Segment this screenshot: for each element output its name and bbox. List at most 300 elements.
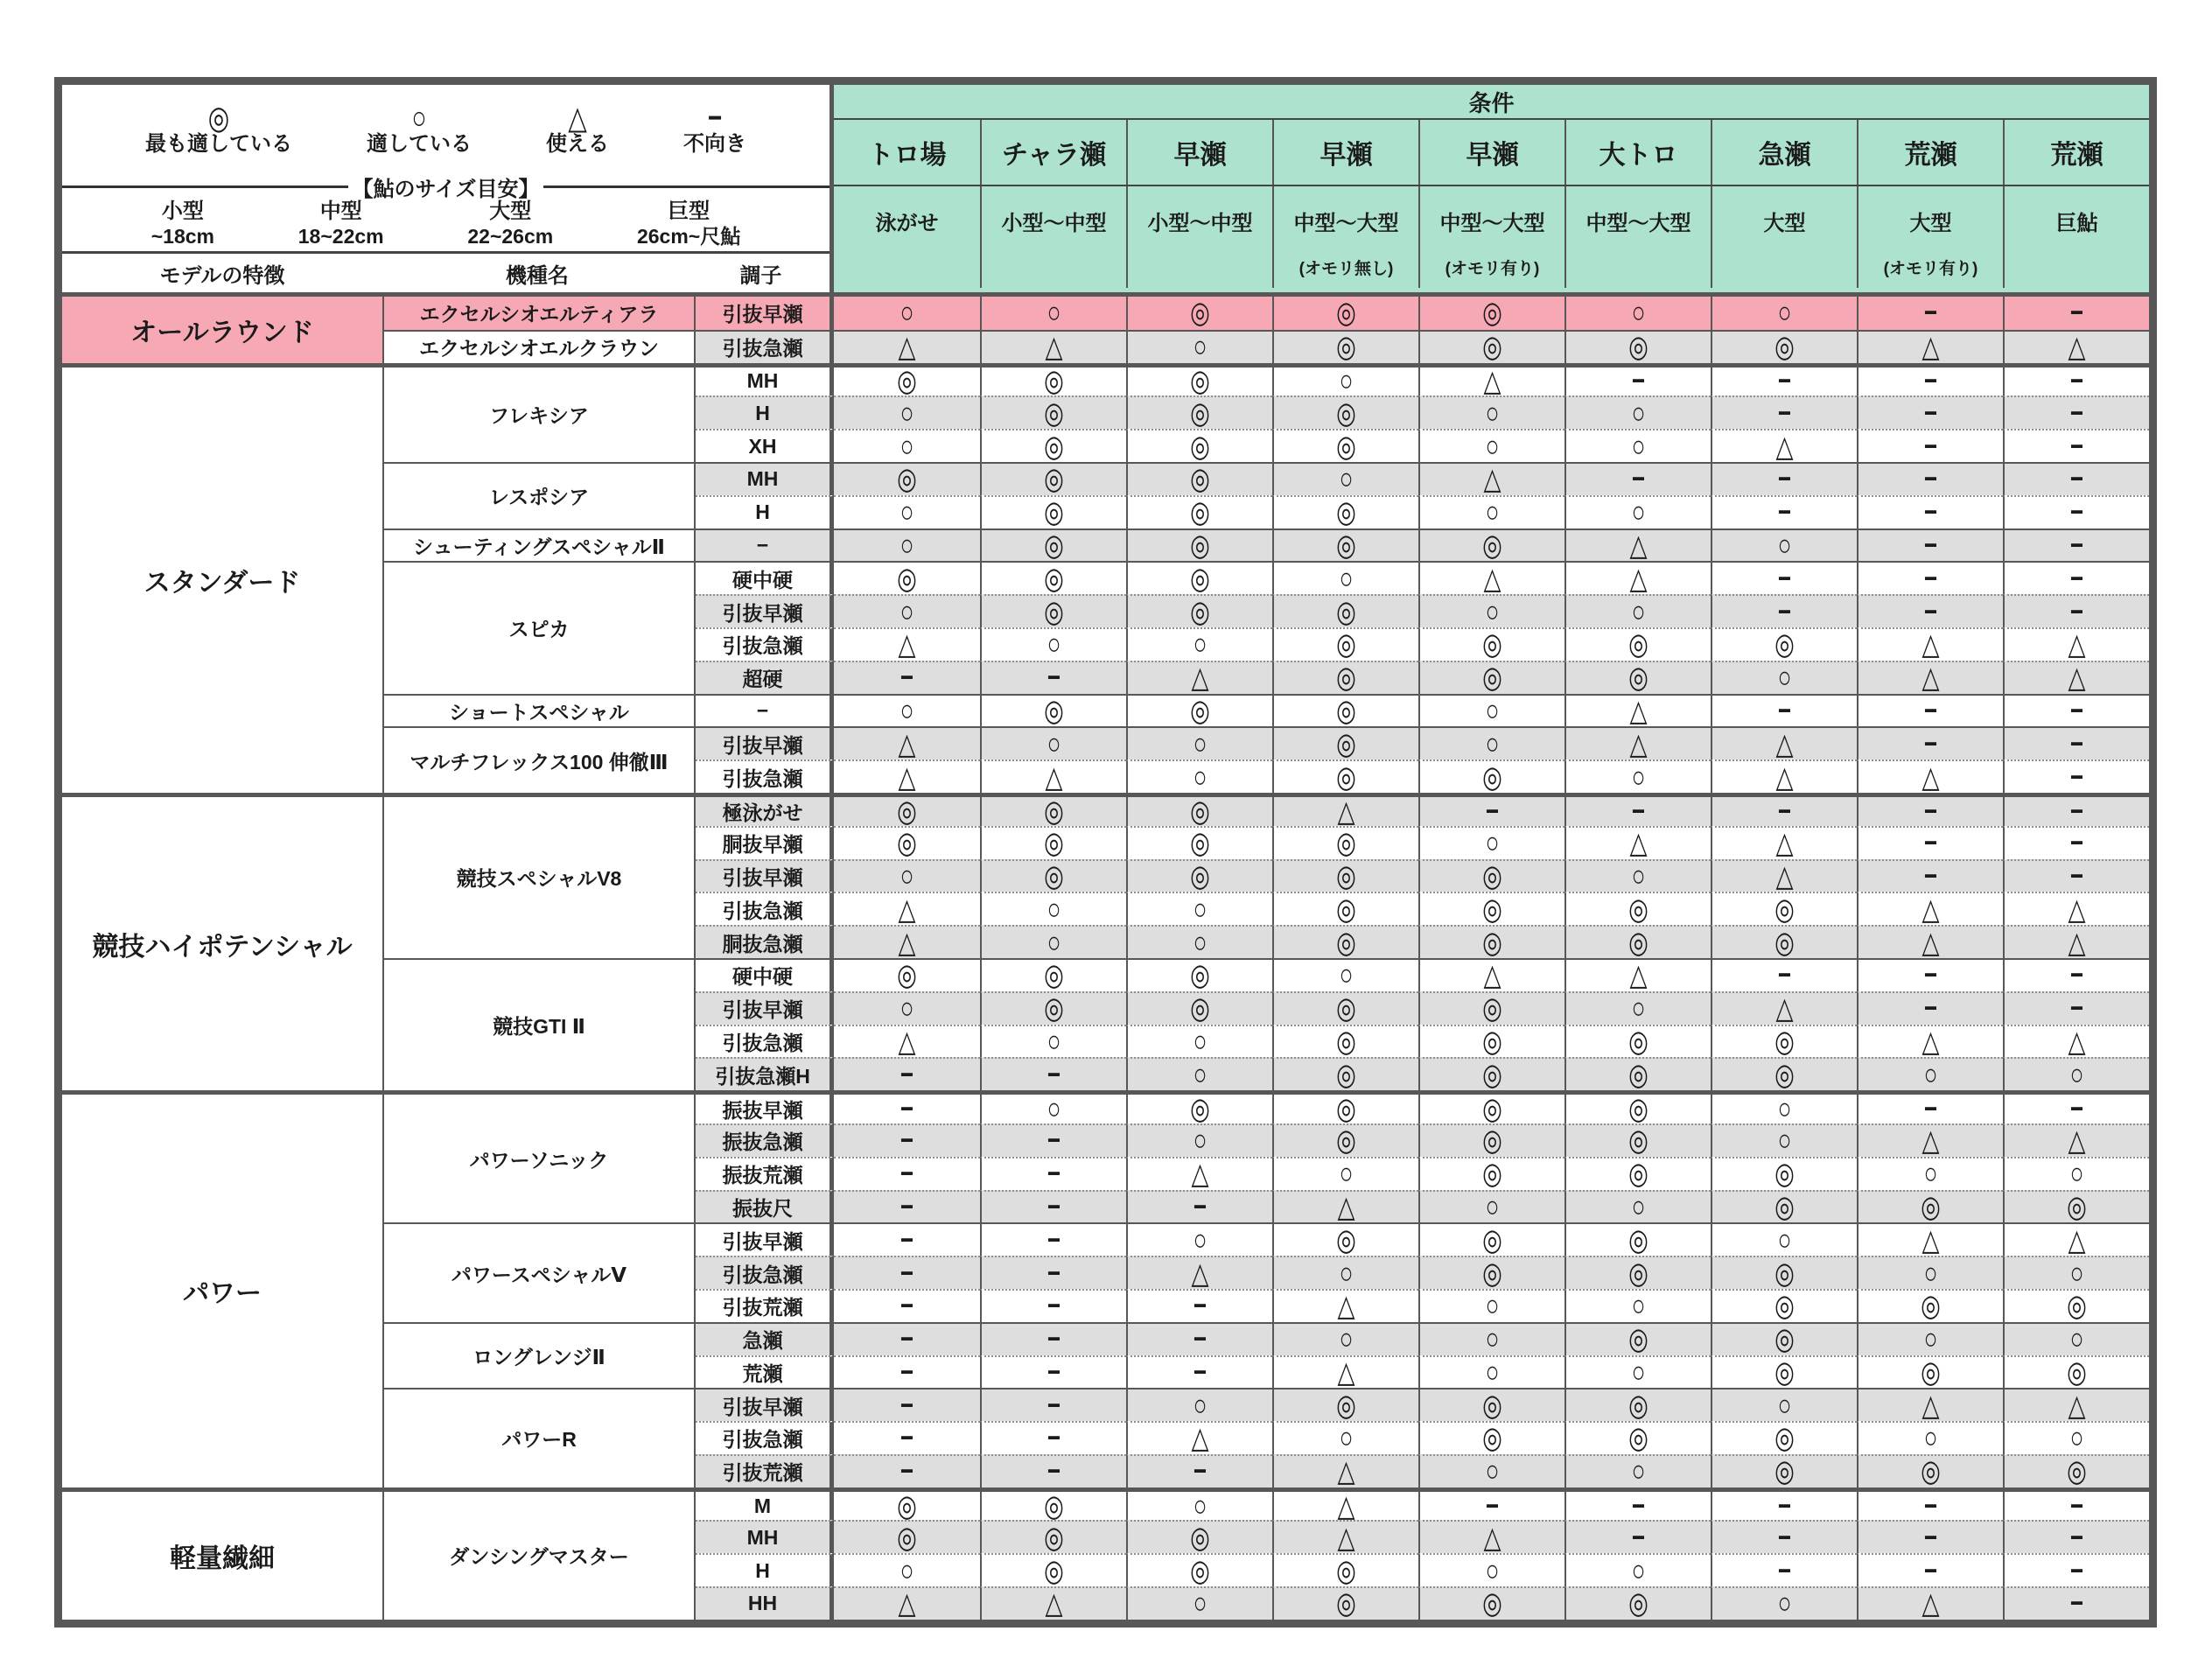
suitability-cell: − bbox=[1418, 793, 1564, 826]
suitability-cell: ◎ bbox=[1272, 495, 1418, 528]
suitability-cell: ◎ bbox=[1418, 528, 1564, 562]
condition-size-cell: 中型〜大型 (オモリ無し) bbox=[1272, 186, 1418, 288]
suitability-cell: ◎ bbox=[980, 429, 1126, 462]
suitability-cell: − bbox=[1857, 495, 2003, 528]
suitability-cell: − bbox=[834, 661, 980, 694]
suitability-cell: − bbox=[1857, 694, 2003, 727]
tone-cell: 引抜早瀬 bbox=[696, 991, 834, 1025]
double-circle-icon: ◎ bbox=[207, 99, 230, 136]
suitability-cell: ◎ bbox=[1711, 892, 1857, 925]
suitability-cell: ◎ bbox=[1126, 859, 1272, 892]
suitability-cell: △ bbox=[1272, 1289, 1418, 1322]
suitability-cell: ◎ bbox=[1272, 1586, 1418, 1620]
suitability-cell: ◎ bbox=[1126, 429, 1272, 462]
suitability-cell: ◎ bbox=[1126, 363, 1272, 396]
suitability-cell: ○ bbox=[1126, 627, 1272, 661]
tone-cell: 極泳がせ bbox=[696, 793, 834, 826]
suitability-cell: − bbox=[834, 1454, 980, 1488]
suitability-cell: ○ bbox=[1272, 1322, 1418, 1355]
tone-cell: 引抜荒瀬 bbox=[696, 1289, 834, 1322]
suitability-cell: ○ bbox=[1418, 1190, 1564, 1223]
size-guide-title-text: 【鮎のサイズ目安】 bbox=[352, 177, 540, 201]
suitability-cell: ◎ bbox=[1126, 958, 1272, 991]
tone-cell: 引抜早瀬 bbox=[696, 859, 834, 892]
legend-box bbox=[62, 85, 834, 292]
suitability-cell: ○ bbox=[1564, 859, 1711, 892]
suitability-cell: − bbox=[2003, 1553, 2149, 1586]
suitability-cell: − bbox=[1711, 793, 1857, 826]
suitability-cell: ◎ bbox=[1711, 1421, 1857, 1454]
suitability-cell: ◎ bbox=[1418, 1124, 1564, 1157]
suitability-cell: − bbox=[834, 1090, 980, 1124]
tone-cell: H bbox=[696, 1553, 834, 1586]
suitability-cell: △ bbox=[1857, 627, 2003, 661]
divider-line bbox=[543, 186, 830, 188]
suitability-cell: − bbox=[980, 661, 1126, 694]
suitability-cell: △ bbox=[834, 925, 980, 958]
suitability-cell: − bbox=[1711, 495, 1857, 528]
tone-cell: M bbox=[696, 1488, 834, 1521]
tone-cell: 急瀬 bbox=[696, 1322, 834, 1355]
suitability-cell: ◎ bbox=[1126, 594, 1272, 627]
suitability-cell: − bbox=[2003, 793, 2149, 826]
suitability-cell: ○ bbox=[834, 429, 980, 462]
suitability-cell: ○ bbox=[1418, 495, 1564, 528]
divider-line bbox=[62, 186, 348, 188]
suitability-cell: − bbox=[1564, 1488, 1711, 1521]
suitability-cell: ○ bbox=[834, 694, 980, 727]
suitability-cell: − bbox=[1711, 396, 1857, 429]
suitability-cell: − bbox=[980, 1454, 1126, 1488]
suitability-cell: ◎ bbox=[2003, 1190, 2149, 1223]
suitability-cell: ◎ bbox=[1564, 1256, 1711, 1289]
suitability-cell: ○ bbox=[1418, 1553, 1564, 1586]
suitability-cell: ○ bbox=[1418, 396, 1564, 429]
suitability-cell: ○ bbox=[1857, 1157, 2003, 1190]
suitability-cell: − bbox=[1857, 1553, 2003, 1586]
suitability-cell: − bbox=[1711, 958, 1857, 991]
suitability-cell: ◎ bbox=[1711, 1256, 1857, 1289]
tone-cell: 引抜早瀬 bbox=[696, 1388, 834, 1421]
suitability-cell: ○ bbox=[980, 726, 1126, 760]
suitability-cell: △ bbox=[1564, 528, 1711, 562]
suitability-cell: ○ bbox=[1711, 1388, 1857, 1421]
condition-name-cell: 荒瀬 bbox=[2003, 120, 2149, 185]
suitability-cell: ◎ bbox=[1711, 1322, 1857, 1355]
suitability-cell: △ bbox=[834, 760, 980, 793]
suitability-cell: ◎ bbox=[1711, 1355, 1857, 1389]
table-header bbox=[62, 85, 2149, 297]
suitability-cell: − bbox=[834, 1222, 980, 1256]
suitability-cell: ◎ bbox=[1418, 1388, 1564, 1421]
suitability-cell: ○ bbox=[1418, 1454, 1564, 1488]
suitability-cell: ○ bbox=[1711, 1124, 1857, 1157]
tone-cell: 引抜急瀬 bbox=[696, 1256, 834, 1289]
suitability-cell: − bbox=[1564, 363, 1711, 396]
suitability-cell: − bbox=[2003, 297, 2149, 330]
suitability-cell: ○ bbox=[1564, 1355, 1711, 1389]
suitability-cell: ◎ bbox=[1126, 1553, 1272, 1586]
suitability-cell: ○ bbox=[1272, 1157, 1418, 1190]
suitability-cell: − bbox=[834, 1157, 980, 1190]
suitability-cell: ○ bbox=[1418, 826, 1564, 859]
size-guide-title bbox=[62, 176, 830, 201]
suitability-cell: ◎ bbox=[1564, 330, 1711, 363]
suitability-cell: ◎ bbox=[1564, 1090, 1711, 1124]
suitability-cell: − bbox=[2003, 760, 2149, 793]
suitability-cell: △ bbox=[1564, 694, 1711, 727]
feature-column-header: モデルの特徴 bbox=[159, 263, 285, 288]
suitability-cell: − bbox=[2003, 1488, 2149, 1521]
suitability-cell: ○ bbox=[1126, 330, 1272, 363]
suitability-cell: ○ bbox=[2003, 1322, 2149, 1355]
condition-size-cell: 大型 bbox=[1711, 186, 1857, 288]
suitability-cell: − bbox=[1711, 594, 1857, 627]
tone-cell: 引抜急瀬 bbox=[696, 760, 834, 793]
suitability-cell: ◎ bbox=[1418, 1025, 1564, 1058]
suitability-cell: − bbox=[980, 1124, 1126, 1157]
suitability-cell: − bbox=[1564, 793, 1711, 826]
suitability-cell: − bbox=[980, 1190, 1126, 1223]
suitability-cell: ◎ bbox=[1711, 1289, 1857, 1322]
model-name-cell: パワーソニック bbox=[384, 1090, 696, 1222]
suitability-cell: ◎ bbox=[2003, 1454, 2149, 1488]
suitability-cell: − bbox=[1126, 1289, 1272, 1322]
suitability-cell: ○ bbox=[834, 859, 980, 892]
suitability-cell: ◎ bbox=[1272, 1090, 1418, 1124]
suitability-cell: ◎ bbox=[1126, 1090, 1272, 1124]
suitability-cell: △ bbox=[1418, 462, 1564, 495]
suitability-cell: ○ bbox=[1272, 1256, 1418, 1289]
suitability-cell: − bbox=[1857, 1488, 2003, 1521]
model-name-cell: シューティングスペシャルⅡ bbox=[384, 528, 696, 562]
condition-size-cell: 大型 (オモリ有り) bbox=[1857, 186, 2003, 288]
suitability-cell: − bbox=[2003, 528, 2149, 562]
size-item-medium: 中型 18~22cm bbox=[298, 199, 384, 248]
suitability-cell: − bbox=[1418, 1488, 1564, 1521]
suitability-cell: − bbox=[2003, 363, 2149, 396]
suitability-cell: ○ bbox=[1711, 1090, 1857, 1124]
suitability-cell: △ bbox=[1126, 1157, 1272, 1190]
suitability-cell: ◎ bbox=[1564, 1586, 1711, 1620]
suitability-cell: ◎ bbox=[1418, 1090, 1564, 1124]
suitability-cell: − bbox=[1857, 528, 2003, 562]
suitability-cell: ◎ bbox=[1564, 892, 1711, 925]
suitability-cell: △ bbox=[1564, 958, 1711, 991]
tone-cell: 引抜早瀬 bbox=[696, 297, 834, 330]
dash-icon: − bbox=[707, 99, 723, 136]
suitability-cell: ◎ bbox=[1272, 528, 1418, 562]
condition-title: 条件 bbox=[834, 85, 2149, 120]
model-name-cell: エクセルシオエルクラウン bbox=[384, 330, 696, 363]
suitability-cell: ◎ bbox=[1564, 1322, 1711, 1355]
suitability-cell: ○ bbox=[1126, 1057, 1272, 1090]
suitability-cell: ○ bbox=[1126, 925, 1272, 958]
suitability-cell: ◎ bbox=[1418, 1222, 1564, 1256]
suitability-cell: ◎ bbox=[1711, 330, 1857, 363]
model-name-cell: 競技GTI Ⅱ bbox=[384, 958, 696, 1090]
tone-cell: MH bbox=[696, 462, 834, 495]
suitability-cell: ○ bbox=[980, 297, 1126, 330]
tone-cell: 引抜早瀬 bbox=[696, 1222, 834, 1256]
suitability-cell: △ bbox=[1418, 561, 1564, 594]
model-name-cell: スピカ bbox=[384, 561, 696, 693]
suitability-cell: ○ bbox=[980, 627, 1126, 661]
suitability-cell: △ bbox=[1126, 1256, 1272, 1289]
suitability-cell: ◎ bbox=[1126, 462, 1272, 495]
suitability-cell: − bbox=[834, 1355, 980, 1389]
suitability-cell: ◎ bbox=[1126, 826, 1272, 859]
suitability-cell: ◎ bbox=[1272, 1222, 1418, 1256]
suitability-cell: ◎ bbox=[1272, 1124, 1418, 1157]
condition-name-cell: 早瀬 bbox=[1126, 120, 1272, 185]
suitability-cell: − bbox=[2003, 991, 2149, 1025]
suitability-cell: − bbox=[2003, 462, 2149, 495]
suitability-cell: △ bbox=[1857, 1025, 2003, 1058]
condition-name-cell: 荒瀬 bbox=[1857, 120, 2003, 185]
suitability-cell: − bbox=[834, 1256, 980, 1289]
suitability-cell: − bbox=[2003, 1586, 2149, 1620]
suitability-cell: ◎ bbox=[980, 528, 1126, 562]
model-name-cell: レスポシア bbox=[384, 462, 696, 528]
suitability-cell: ◎ bbox=[1272, 892, 1418, 925]
suitability-cell: ○ bbox=[1418, 1355, 1564, 1389]
suitability-cell: ○ bbox=[1564, 1553, 1711, 1586]
suitability-cell: △ bbox=[1126, 1421, 1272, 1454]
suitability-cell: △ bbox=[1711, 429, 1857, 462]
suitability-cell: △ bbox=[1857, 330, 2003, 363]
suitability-cell: ○ bbox=[1418, 1322, 1564, 1355]
suitability-cell: ◎ bbox=[1418, 859, 1564, 892]
size-item-large: 大型 22~26cm bbox=[467, 199, 554, 248]
suitability-cell: ◎ bbox=[980, 1520, 1126, 1553]
suitability-cell: ◎ bbox=[980, 594, 1126, 627]
suitability-cell: ○ bbox=[1126, 1025, 1272, 1058]
suitability-cell: ◎ bbox=[1711, 1190, 1857, 1223]
size-item-small: 小型 ~18cm bbox=[150, 199, 215, 248]
suitability-cell: ○ bbox=[1711, 1222, 1857, 1256]
tone-cell: 胴抜急瀬 bbox=[696, 925, 834, 958]
suitability-cell: − bbox=[2003, 495, 2149, 528]
suitability-cell: △ bbox=[834, 1586, 980, 1620]
suitability-cell: − bbox=[980, 1421, 1126, 1454]
suitability-cell: − bbox=[2003, 1520, 2149, 1553]
suitability-cell: ○ bbox=[1711, 1586, 1857, 1620]
suitability-cell: ◎ bbox=[1272, 396, 1418, 429]
condition-name-cell: トロ場 bbox=[867, 141, 947, 170]
suitability-cell: ◎ bbox=[1272, 859, 1418, 892]
suitability-cell: − bbox=[2003, 594, 2149, 627]
legend-item-usable bbox=[546, 99, 609, 157]
suitability-cell: ○ bbox=[1564, 429, 1711, 462]
suitability-cell: ○ bbox=[1711, 297, 1857, 330]
suitability-cell: △ bbox=[1857, 1388, 2003, 1421]
tone-cell: 引抜急瀬 bbox=[696, 892, 834, 925]
tone-cell: 引抜急瀬 bbox=[696, 627, 834, 661]
suitability-cell: ○ bbox=[1126, 892, 1272, 925]
suitability-cell: − bbox=[980, 1355, 1126, 1389]
suitability-cell: − bbox=[1857, 396, 2003, 429]
suitability-cell: ○ bbox=[834, 1553, 980, 1586]
suitability-cell: ○ bbox=[2003, 1421, 2149, 1454]
suitability-cell: − bbox=[1857, 958, 2003, 991]
suitability-cell: △ bbox=[1272, 1520, 1418, 1553]
suitability-cell: ○ bbox=[1126, 726, 1272, 760]
suitability-cell: ◎ bbox=[1272, 826, 1418, 859]
tone-cell: 引抜急瀬 bbox=[696, 330, 834, 363]
condition-sizes-row bbox=[834, 186, 2149, 288]
suitability-cell: − bbox=[980, 1256, 1126, 1289]
condition-header-area bbox=[834, 85, 2149, 292]
suitability-cell: ◎ bbox=[1418, 627, 1564, 661]
suitability-cell: △ bbox=[1272, 1355, 1418, 1389]
suitability-cell: ○ bbox=[1272, 958, 1418, 991]
suitability-cell: ◎ bbox=[1126, 694, 1272, 727]
tone-cell: 超硬 bbox=[696, 661, 834, 694]
suitability-cell: ○ bbox=[1126, 1388, 1272, 1421]
suitability-cell: ○ bbox=[1418, 726, 1564, 760]
suitability-cell: ◎ bbox=[834, 793, 980, 826]
suitability-cell: − bbox=[1857, 594, 2003, 627]
suitability-cell: ◎ bbox=[1272, 925, 1418, 958]
suitability-cell: △ bbox=[2003, 925, 2149, 958]
suitability-cell: − bbox=[1711, 694, 1857, 727]
suitability-cell: ◎ bbox=[1272, 661, 1418, 694]
suitability-cell: − bbox=[1711, 1520, 1857, 1553]
suitability-cell: ○ bbox=[1418, 694, 1564, 727]
suitability-cell: ○ bbox=[1564, 1289, 1711, 1322]
suitability-cell: − bbox=[834, 1322, 980, 1355]
suitability-cell: − bbox=[834, 1124, 980, 1157]
legend-label: 適している bbox=[367, 132, 472, 157]
suitability-cell: △ bbox=[1711, 760, 1857, 793]
suitability-cell: △ bbox=[980, 330, 1126, 363]
suitability-cell: − bbox=[1711, 561, 1857, 594]
model-name-cell: ショートスペシャル bbox=[384, 694, 696, 727]
suitability-cell: ◎ bbox=[1418, 1157, 1564, 1190]
condition-size-cell: 泳がせ bbox=[875, 212, 939, 235]
suitability-cell: − bbox=[1857, 1520, 2003, 1553]
suitability-cell: − bbox=[1857, 793, 2003, 826]
suitability-cell: △ bbox=[1272, 1454, 1418, 1488]
tone-cell: XH bbox=[696, 429, 834, 462]
suitability-cell: ○ bbox=[834, 495, 980, 528]
suitability-cell: − bbox=[834, 1421, 980, 1454]
suitability-cell: ◎ bbox=[980, 991, 1126, 1025]
tone-cell: 引抜早瀬 bbox=[696, 726, 834, 760]
suitability-cell: △ bbox=[980, 760, 1126, 793]
suitability-cell: − bbox=[1711, 1488, 1857, 1521]
suitability-cell: − bbox=[2003, 958, 2149, 991]
suitability-cell: − bbox=[2003, 429, 2149, 462]
condition-size-cell: 小型〜中型 bbox=[980, 186, 1126, 288]
size-guide-row bbox=[62, 197, 830, 251]
feature-cell: パワー bbox=[62, 1090, 384, 1488]
suitability-cell: − bbox=[1126, 1190, 1272, 1223]
suitability-cell: − bbox=[980, 1157, 1126, 1190]
suitability-cell: △ bbox=[1272, 793, 1418, 826]
suitability-cell: − bbox=[834, 1057, 980, 1090]
suitability-cell: ○ bbox=[834, 991, 980, 1025]
tone-cell: 荒瀬 bbox=[696, 1355, 834, 1389]
suitability-cell: △ bbox=[980, 1586, 1126, 1620]
condition-size-cell: 中型〜大型 (オモリ有り) bbox=[1418, 186, 1564, 288]
suitability-cell: ○ bbox=[834, 594, 980, 627]
suitability-cell: ◎ bbox=[1564, 1157, 1711, 1190]
condition-name-cell: チャラ瀬 bbox=[980, 120, 1126, 185]
suitability-cell: − bbox=[980, 1322, 1126, 1355]
suitability-cell: ◎ bbox=[1564, 1222, 1711, 1256]
suitability-cell: − bbox=[1711, 462, 1857, 495]
suitability-cell: ○ bbox=[1564, 760, 1711, 793]
suitability-cell: ◎ bbox=[1272, 429, 1418, 462]
suitability-cell: ◎ bbox=[1564, 627, 1711, 661]
model-name-cell: ダンシングマスター bbox=[384, 1488, 696, 1620]
suitability-cell: △ bbox=[2003, 1124, 2149, 1157]
condition-name-cell: 早瀬 bbox=[1272, 120, 1418, 185]
suitability-cell: ◎ bbox=[2003, 1355, 2149, 1389]
suitability-cell: △ bbox=[2003, 1388, 2149, 1421]
suitability-cell: ○ bbox=[1857, 1322, 2003, 1355]
suitability-cell: ○ bbox=[1711, 528, 1857, 562]
suitability-cell: △ bbox=[1711, 826, 1857, 859]
suitability-cell: ◎ bbox=[1418, 892, 1564, 925]
condition-size-cell: 小型〜中型 bbox=[1126, 186, 1272, 288]
suitability-cell: − bbox=[1857, 462, 2003, 495]
suitability-cell: ◎ bbox=[834, 1520, 980, 1553]
suitability-cell: ○ bbox=[834, 297, 980, 330]
suitability-cell: ○ bbox=[1418, 594, 1564, 627]
suitability-cell: △ bbox=[2003, 1222, 2149, 1256]
suitability-cell: △ bbox=[1857, 892, 2003, 925]
suitability-cell: △ bbox=[1418, 363, 1564, 396]
condition-name-cell: 大トロ bbox=[1564, 120, 1711, 185]
suitability-cell: ◎ bbox=[1272, 760, 1418, 793]
suitability-cell: △ bbox=[834, 330, 980, 363]
tone-cell: − bbox=[696, 694, 834, 727]
tone-cell: 硬中硬 bbox=[696, 561, 834, 594]
suitability-cell: ◎ bbox=[1272, 1553, 1418, 1586]
tone-cell: 硬中硬 bbox=[696, 958, 834, 991]
legend-symbols-row bbox=[62, 85, 830, 176]
suitability-cell: ◎ bbox=[1564, 1421, 1711, 1454]
model-name-cell: ロングレンジⅡ bbox=[384, 1322, 696, 1389]
suitability-cell: ◎ bbox=[980, 793, 1126, 826]
tone-cell: 振抜早瀬 bbox=[696, 1090, 834, 1124]
suitability-cell: △ bbox=[834, 1025, 980, 1058]
model-name-cell: エクセルシオエルティアラ bbox=[384, 297, 696, 330]
suitability-cell: ◎ bbox=[1126, 991, 1272, 1025]
suitability-cell: − bbox=[980, 1057, 1126, 1090]
suitability-cell: ◎ bbox=[1126, 561, 1272, 594]
suitability-cell: △ bbox=[1564, 561, 1711, 594]
suitability-cell: ◎ bbox=[1418, 991, 1564, 1025]
circle-icon: ○ bbox=[411, 99, 427, 136]
suitability-cell: ○ bbox=[1418, 429, 1564, 462]
suitability-cell: △ bbox=[834, 892, 980, 925]
suitability-cell: ○ bbox=[1857, 1421, 2003, 1454]
model-name-cell: パワーR bbox=[384, 1388, 696, 1487]
suitability-cell: ◎ bbox=[1711, 1025, 1857, 1058]
suitability-cell: ◎ bbox=[1272, 297, 1418, 330]
suitability-cell: − bbox=[1857, 297, 2003, 330]
column-headers-row bbox=[62, 251, 830, 292]
tone-cell: 引抜急瀬 bbox=[696, 1025, 834, 1058]
suitability-cell: ◎ bbox=[1126, 793, 1272, 826]
model-name-cell: パワースペシャルⅤ bbox=[384, 1222, 696, 1321]
model-name-cell: マルチフレックス100 伸徹Ⅲ bbox=[384, 726, 696, 793]
suitability-cell: ○ bbox=[1272, 1421, 1418, 1454]
